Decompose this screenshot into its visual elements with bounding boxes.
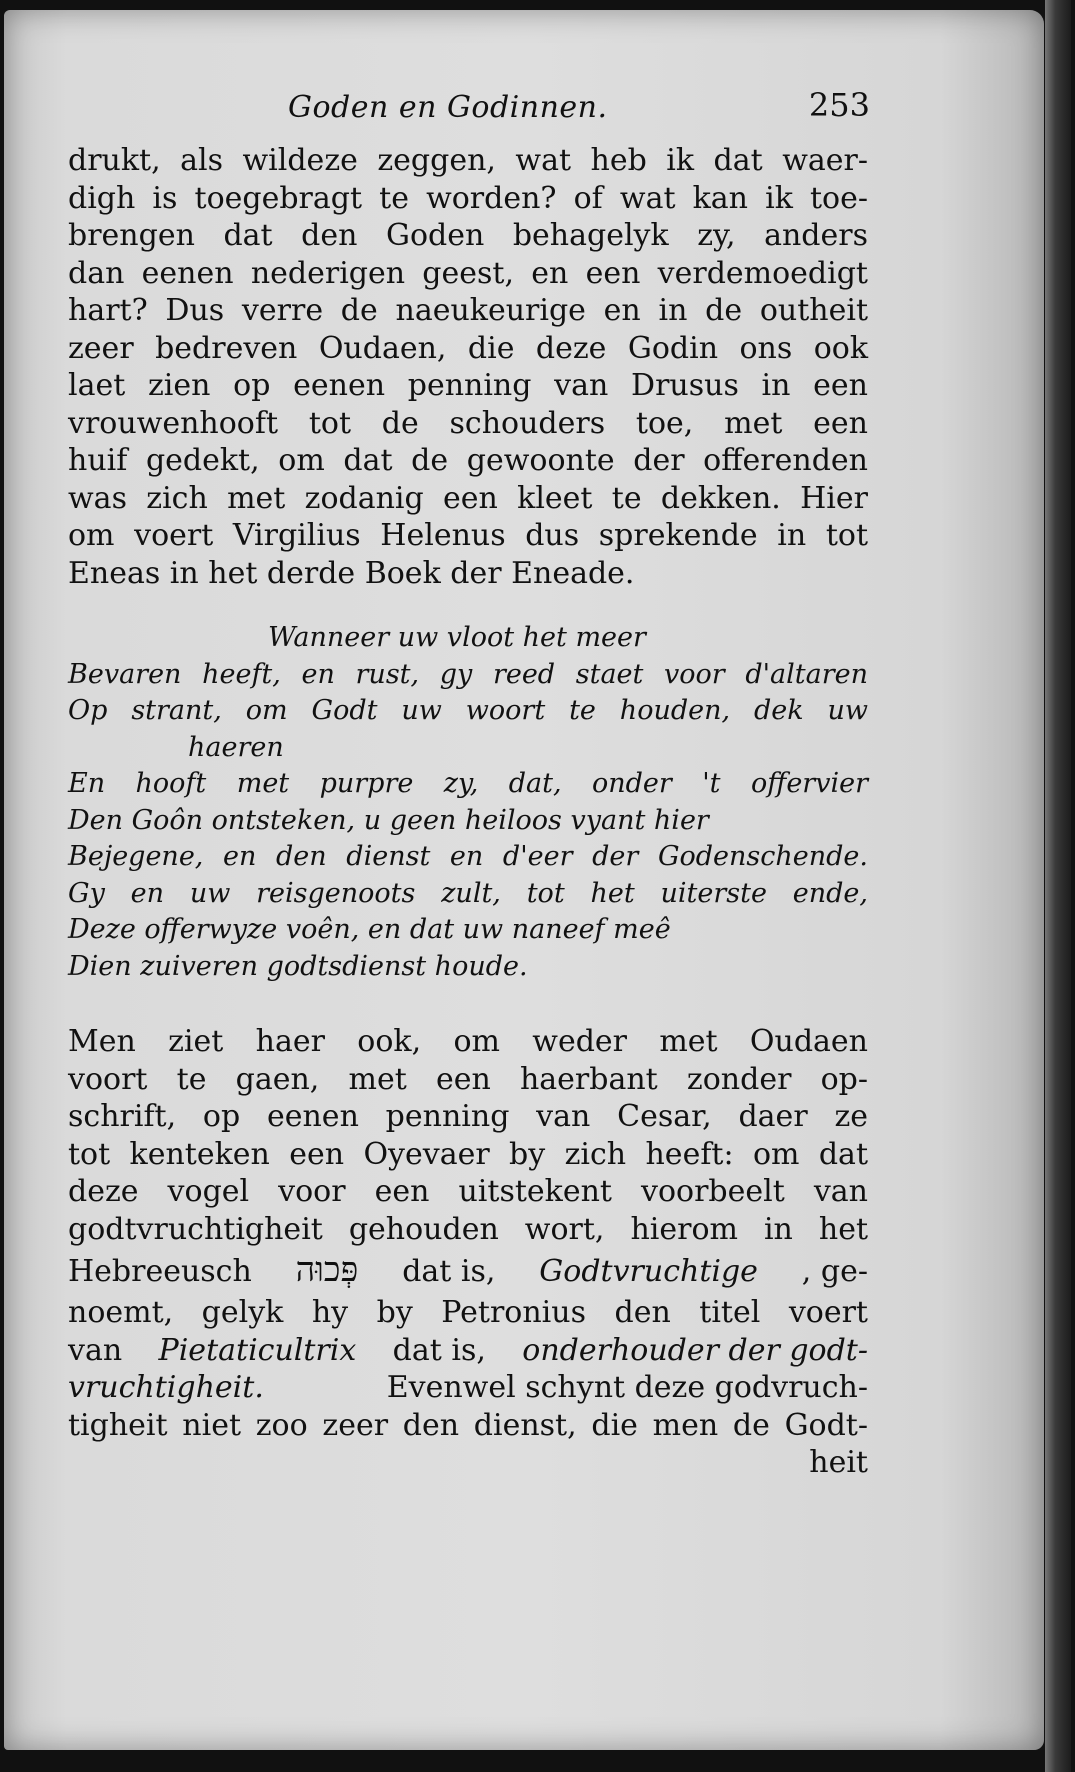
verse-line: Den Goôn ontsteken, u geen heiloos vyant hier (68, 804, 709, 836)
verse-line: Deze offerwyze voên, en dat uw naneef meê (68, 914, 671, 945)
text-line: was zich met zodanig een kleet te dekken. Hier (68, 480, 868, 516)
italic-term: vruchtigheit. (68, 1370, 264, 1405)
verse-line: Wanneer uw vloot het meer (268, 622, 646, 653)
page-number: 253 (808, 86, 870, 124)
page-header (68, 86, 870, 142)
text-fragment: dat is, (392, 1332, 486, 1368)
text-fragment: Evenwel schynt deze godvruch- (386, 1370, 868, 1405)
text-line: brengen dat den Goden behagelyk zy, anders (68, 218, 868, 253)
text-line: hart? Dus verre de naeukeurige en in de outheit (68, 293, 868, 328)
text-line: godtvruchtigheit gehouden wort, hierom in het (68, 1211, 868, 1247)
text-line: dan eenen nederigen geest, en een verdemoedigt (68, 255, 868, 291)
text-line: Men ziet haer ook, om weder met Oudaen (68, 1024, 868, 1059)
italic-term: Pietaticultrix (158, 1332, 357, 1368)
text-fragment: dat is, (402, 1254, 496, 1289)
italic-term: onderhouder der godt- (522, 1332, 868, 1368)
text-line: digh is toegebragt te worden? of wat kan ik toe- (68, 180, 868, 216)
hebrew-line (68, 1248, 868, 1294)
text-fragment: Hebreeusch (68, 1254, 252, 1289)
verse-line-continuation: haeren (188, 731, 284, 763)
verse-line: En hooft met purpre zy, dat, onder 't offervier (68, 768, 868, 799)
hebrew-word: פְּכוּה (295, 1250, 359, 1290)
verse-line: Bejegene, en den dienst en d'eer der Godenschende. (68, 841, 868, 872)
page-edge-shadow (1045, 0, 1071, 1772)
text-fragment: van (68, 1332, 123, 1368)
verse-line: Dien zuiveren godtsdienst houde. (68, 950, 528, 982)
paragraph-2 (68, 1023, 868, 1482)
text-line-mixed (68, 1332, 868, 1370)
catchword: heit (809, 1445, 868, 1480)
verse-quotation (68, 620, 868, 985)
text-line: drukt, als wildeze zeggen, wat heb ik dat waer- (68, 143, 868, 178)
text-line: vrouwenhooft tot de schouders toe, met een (68, 405, 868, 441)
text-line-mixed (68, 1369, 868, 1407)
text-line: huif gedekt, om dat de gewoonte der offerenden (68, 443, 868, 478)
text-line: noemt, gelyk hy by Petronius den titel voert (68, 1295, 868, 1330)
text-line: tot kenteken een Oyevaer by zich heeft: om dat (68, 1136, 868, 1172)
verse-line: Bevaren heeft, en rust, gy reed staet voor d'altaren (68, 658, 868, 690)
text-line: voort te gaen, met een haerbant zonder op- (68, 1061, 868, 1097)
italic-term: Godtvruchtige (539, 1254, 758, 1289)
text-fragment: , ge- (801, 1254, 868, 1289)
text-line: zeer bedreven Oudaen, die deze Godin ons ook (68, 330, 868, 366)
text-line: deze vogel voor een uitstekent voorbeelt van (68, 1174, 868, 1209)
verse-line: Gy en uw reisgenoots zult, tot het uiterste ende, (68, 877, 868, 909)
paragraph-1 (68, 142, 868, 592)
text-line: om voert Virgilius Helenus dus sprekende in tot (68, 518, 868, 553)
text-line: schrift, op eenen penning van Cesar, daer ze (68, 1099, 868, 1134)
page-text (68, 86, 870, 1482)
text-line: tigheit niet zoo zeer den dienst, die men de Godt- (68, 1407, 868, 1443)
text-line: Eneas in het derde Boek der Eneade. (68, 555, 635, 591)
verse-line: Op strant, om Godt uw woort te houden, dek uw (68, 695, 868, 726)
running-title: Goden en Godinnen. (288, 90, 608, 125)
text-line: laet zien op eenen penning van Drusus in een (68, 368, 868, 403)
